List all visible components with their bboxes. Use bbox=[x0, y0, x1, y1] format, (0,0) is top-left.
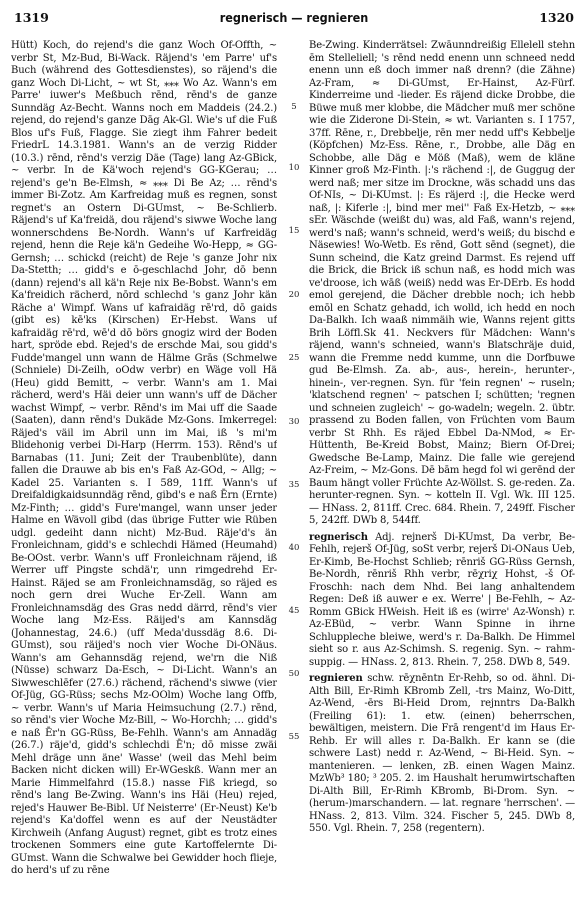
right-column-continuation: Be-Zwing. Kinderrätsel: Zwāunndreißig Ellelell stehn ēm Stelleliell; 's rēnd nedd enenn unn schneed nedd enenn unn eß doch immer naß drenn? (die Zähne) Az-Fram, ≈ Di-GUmst, Er-Hainst, Az-Fürf. Kinderreime und -lieder. Es räjend dicke Drobbe, die Büwe muß mer klobbe, die Mädcher muß mer schöne wie die Ziderone Di-Stein, ≈ wt. Varianten s. I 1757, 37ff. Rēne, r., Drebbelje, rēn mer nedd uff's Kebbelje (Köpfchen) Mz-Ess. Rēne, r., Drobbe, alle Däg en Schobbe, alle Däg e Möß (Maß), wem de kläne Kinner groß Mz-Finth. |:'s rächend :|, de Guggug der werd naß; mer sitze im Drockne, wäs schadd uns das Of-NIs, ~ Di-KUmst. |: Es räjerd :|, die Hecke werd naß, |: Kiferle :|, bind mer mei'' Faß Ex-Hetzb, ~ ⁎⁎⁎ sEr. Wäschde (weißt du) was, ald Faß, wann's rejend, werd's naß; wann's schneid, werd's weiß; du bischd e Näsewies! Wo-Wetb. Es rēnd, Gott sēnd (segnet), die Sunn scheind, die Katz greind Darmst. Es rejend uff die Brick, die Brick iß schun naß, es hodd mich was ve'droose, ich wāß (weiß) nedd was Er-DErb. Es hodd emol gerejend, die Dächer drebble noch; ich hebb emōl en Schatz gehadd, ich wolld, ich hedd en noch Da-Balkh. Ich waaß nimmäih wie, Wanns rejent gitts Brih Löffl.Sk 41. Neckvers für Mädchen: Wann's räjend, wann's schneied, wann's Blatschräje duid, wann die Fremme nedd kumme, unn die Dorfbuwe gud Be-Elmsh. Za. ab-, aus-, herein-, herunter-, hinein-, ver-regnen. Syn. für 'fein regnen' ~ ruseln; 'klatschend regnen' ~ patschen I; schütten; 'regnen und schneien zugleich' ~ go-wadeln; wegeln. 2. übtr. prassend zu Boden fallen, von Früchten vom Baum verbr St Rhh. Es räjed Ebbel Da-NMod, ≈ Er-Hüttenth, Be-Kreid Bobst, Mainz; Biern Of-Drei; Gwedsche Be-Lamp, Mainz. Die falle wie gerejend Az-Freim, ~ Mz-Gons. Dē bām hegd fol wi gerēnd der Baum hängt voller Früchte Az-Wöllst. S. ge-reden. Za. herunter-regnen. Syn. ~ kotteln II. Vgl. Wk. III 125. — HNass. 2, 811ff. Crec. 684. Rhein. 7, 249ff. Fischer 5, 242ff. DWb 8, 544ff. bbox=[309, 40, 575, 526]
entry-body: schw. rēχnēntn Er-Rehb, so od. ähnl. Di-Alth Bill, Er-Rimh KBromb Zell, -trs Mainz, Wo-Ditt, Az-Wend, -ērs Bi-Heid Drom, rejnntrs Da-Balkh (Freiling 61): 1. etw. (einen) beherrschen, bewältigen, meistern. Die Frā rengent'd im Haus Er-Rehb. Er will alles r. Da-Balkh. Er kann se (die schwere Last) nedd r. Az-Wend, ~ Bi-Heid. Syn. ~ mantenieren. — lenken, zB. einen Wagen Mainz. MzWb³ 180; ³ 205. 2. im Haushalt herumwirtschaften Di-Alth Bill, Er-Rimh KBromb, Bi-Drom. Syn. ~ (herum-)marschandern. — lat. regnare 'herrschen'. — HNass. 2, 813. Vilm. 324. Fischer 5, 245. DWb 8, 550. Vgl. Rhein. 7, 258 (regentern). bbox=[309, 673, 575, 834]
line-number: 15 bbox=[288, 226, 300, 236]
line-number: 35 bbox=[288, 480, 300, 490]
right-column bbox=[309, 40, 575, 900]
line-number: 5 bbox=[291, 102, 297, 112]
entry-regnieren bbox=[309, 673, 575, 836]
line-number: 50 bbox=[288, 669, 300, 679]
entry-body: Adj. rejnerš Di-KUmst, Da verbr, Be-Fehlh, rejerš Of-Jüg, soSt verbr, rejerš Di-ONaus Ueb, Er-Kimb, Be-Hochst Schlieb; rēnriš GG-Rüss Gernsh, Be-Nordh, rēnriš Rhh verbr, rēχriχ Hohst, -š Of-Froschh: nach dem Nhd. Bei lang anhaltendem Regen: Deß iß auwer e ex. Werre' | Be-Fehlh, ~ Az-Romm GBick HWeish. Heit iß es (wirre' Az-Wonsh) r. Az-EBüd, ~ verbr. Wann Spinne in ihrne Schluppleche bleiwe, werd's r. Da-Balkh. De Himmel sieht so r. aus Az-Schimsh. S. regenig. Syn. ~ rahm-suppig. — HNass. 2, 813. Rhein. 7, 258. DWb 8, 549. bbox=[309, 531, 575, 668]
running-head: regnerisch — regnieren bbox=[219, 10, 369, 25]
entry-regnerisch bbox=[309, 532, 575, 670]
left-column-text: Hütt) Koch, do rejend's die ganz Woch Of-Offth, ~ verbr St, Mz-Bud, Bi-Wack. Räjend's 'em Parre' uf's Buch (während des Gottesdienstes), so räjend's die ganz Woch Di-Licht, ~ wt St, ⁎⁎⁎ Wo Az. Wann's em Parre' iuwer's Meßbuch rēnd, rēnd's de ganze Sunndäg Az-Becht. Wanns noch em Maddeis (24.2.) rejend, do rejend's ganze Dāg Ak-Gl. Wie's uf die Fuß Blos uf's Fuß, Flagge. Sie ziegt ihm Fahrer bedeit FriedrL 14.3.1981. Wann's an de verzig Ridder (10.3.) rēnd, rēnd's verzig Däe (Tage) lang Az-GBick, ~ verbr. In de Kä'woch rejend's GG-KGerau; … rejend's ge'n Be-Elmsh, ≈ ⁎⁎⁎ Di Be Az; … rēnd's immer Bi-Zotz. Am Karfreidag muß es regnen, sonst regnet's an Ostern Di-GUmst, ~ Be-Schlierb. Räjend's uf Ka'freidä, dou räjend's siwwe Woche lang wonnerschdens Be-Nordh. Wann's uf Karfreidäg rejend, henn die Reje kä'n Gedeihe Wo-Hepp, ≈ GG-Gernsh; … schickd (reicht) de Reje 's ganze Johr nix Da-Stetth; … gidd's e ō-geschlachd Johr, dō benn (dann) rejend's all kä'n Reje nix Be-Bobst. Wann's em Ka'freidich rächerd, nōrd schlechd 's ganz Johr kän Räche a' Wimpf. Wans uf kafraidäg rē'rd, dō gaids (gibt es) kē'ks (Kirschen) Er-Hebst. Wans uf kafraidäg rē'rd, wē'd dō börs gnogiz wird der Boden hart, spröde ebd. Rejed's de erschde Mai, sou gidd's Fudde'mangel unn wann de Hälme Grās (Schmelwe (Schniele) Di-Zeilh, oOdw verbr) en Wäge voll Hä (Heu) gidd Bemitt, ~ verbr. Wann's am 1. Mai rächerd, werd's Häi deier unn wann's uff de Dächer wachst Wimpf, ~ verbr. Rēnd's im Mai uff die Saade (Saaten), dann rēnd's Dukäde Mz-Gons. Imkerregel: Räjed's väil im Abril unn im Mai, iß 's mi'm Blidehonig verbei Di-Harp (Herrm. 153). Rēnd's uf Barnabas (11. Juni; Zeit der Traubenblüte), dann fallen die Drauwe ab bis en's Faß Az-GOd, ~ Allg; ~ Kadel 25. Varianten s. I 589, 11ff. Wann's uf Dreifaldigkaidsunndäg rēnd, gibd's e naß Ērn (Ernte) Mz-Finth; … gidd's Fure'mangel, wann unser jeder Halme en Wävoll gibd (das übrige Futter wie Rüben udgl. gedeiht dann nicht) Mz-Bud. Räje'd's än Fronleichnam, gidd's e schlechdi Hämed (Heumahd) Be-OOst. verbr. Wann's uff Fronleichnam räjend, iß Werrer uff Pingste schdä'r, unn rimgedrehd Er-Hainst. Räjed se am Fronleichnamsdäg, so räjed es noch gern drei Wuche Er-Zell. Wann am Fronleichnamsdäg des Gras nedd därrd, rēnd's vier Woche lang Mz-Ess. Räijed's am Kannsdäg (Johannestag, 24.6.) (uff Meda'dussdäg 8.6. Di-GUmst), sou räijed's noch vier Woche Di-ONäus. Wann's am Gehannsdäg rejend, we'rn die Niß (Nüsse) schwarz Da-Esch, ~ Di-Licht. Wann's an Siwweschlēfer (27.6.) rächend, rächend's siwwe (vier Of-Jüg, GG-Rüss; sechs Mz-OOlm) Woche lang Offb, ~ verbr. Wann's uf Maria Heimsuchung (2.7.) rēnd, so rēnd's vier Woche Mz-Bill, ~ Wo-Horchh; … gidd's e naß Ēr'n GG-Rüss, Be-Fehlh. Wann's am Annadäg (26.7.) räje'd, gidd's schlechdi Ē'n; dō misse zwäi Mehl dräge unn äne' Wasse' (weil das Mehl beim Backen nicht dicken will) Er-WGeskß. Wann mer an Marie Himmelfahrd (15.8.) nasse Fiß kriegd, so rēnd's lang Be-Zwing. Wann's ins Häi (Heu) rejed, rejed's Hauwer Be-Bibl. Uf Neisterre' (Er-Neust) Ke'b rejend's Ka'doffel wenn es auf der Neustädter Kirchweih (Anfang August) regnet, gibt es trotz eines trockenen Sommers eine gute Kartoffelernte Di-GUmst. Wann die Schwalwe bei Gewidder hoch flieje, do herd's uf zu rēne bbox=[11, 40, 277, 876]
line-number: 20 bbox=[288, 290, 300, 300]
line-number: 25 bbox=[288, 353, 300, 363]
line-number: 30 bbox=[288, 417, 300, 427]
line-number: 55 bbox=[288, 732, 300, 742]
left-column bbox=[11, 40, 277, 900]
page-number-right: 1320 bbox=[539, 10, 574, 25]
line-number: 45 bbox=[288, 606, 300, 616]
entry-headword: regnerisch bbox=[309, 531, 368, 543]
entry-headword: regnieren bbox=[309, 673, 363, 684]
line-number: 40 bbox=[288, 543, 300, 553]
line-number: 10 bbox=[288, 163, 300, 173]
page-number-left: 1319 bbox=[14, 10, 49, 25]
page-header bbox=[14, 10, 574, 26]
